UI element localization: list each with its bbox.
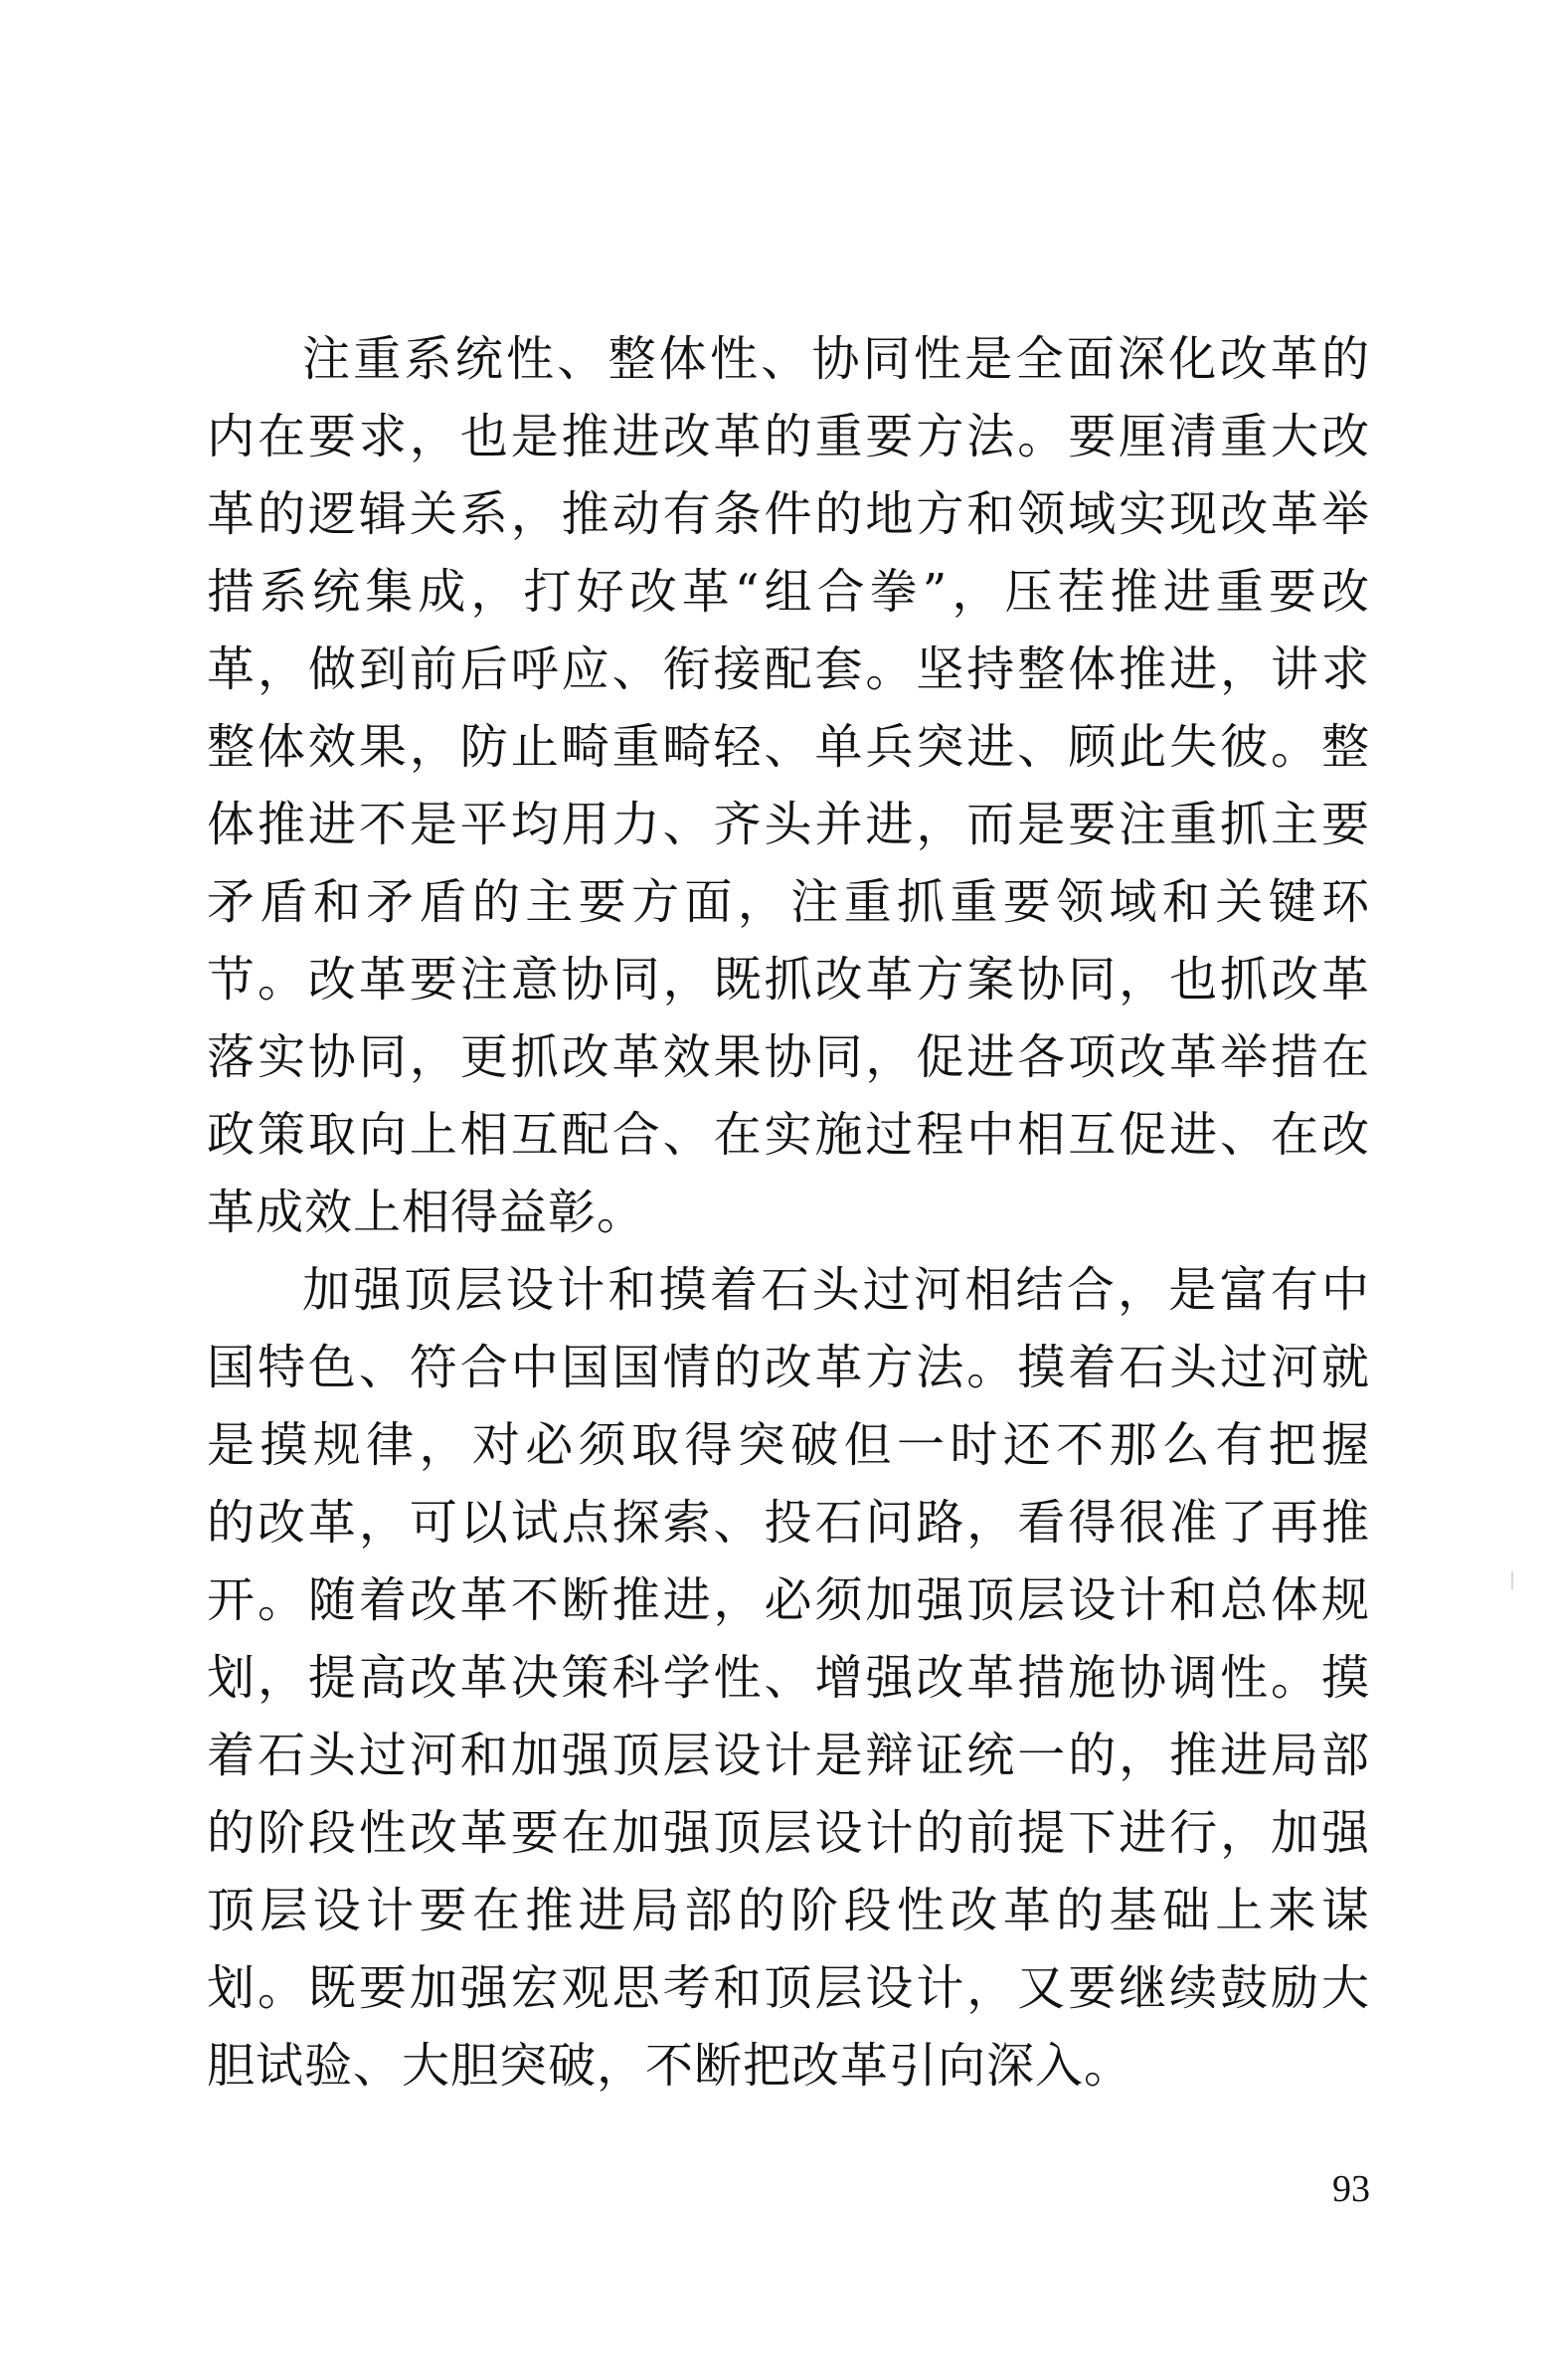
text-line-8: 矛盾和矛盾的主要方面，注重抓重要领域和关键环 <box>207 874 1370 930</box>
text-line-4: 措系统集成，打好改革“组合拳”，压茬推进重要改 <box>207 564 1370 620</box>
text-line-3: 革的逻辑关系，推动有条件的地方和领域实现改革举 <box>207 486 1370 542</box>
text-line-2: 内在要求，也是推进改革的重要方法。要厘清重大改 <box>207 409 1370 464</box>
body-text <box>207 320 1370 2105</box>
text-line-10: 落实协同，更抓改革效果协同，促进各项改革举措在 <box>207 1029 1370 1085</box>
text-line-20: 的阶段性改革要在加强顶层设计的前提下进行，加强 <box>207 1805 1370 1861</box>
text-line-6: 整体效果，防止畸重畸轻、单兵突进、顾此失彼。整 <box>207 719 1370 775</box>
page-edge-mark <box>1511 1571 1513 1589</box>
text-line-23: 胆试验、大胆突破，不断把改革引向深入。 <box>207 2038 1133 2094</box>
text-line-11: 政策取向上相互配合、在实施过程中相互促进、在改 <box>207 1107 1370 1163</box>
page-number: 93 <box>1332 2168 1370 2210</box>
text-line-19: 着石头过河和加强顶层设计是辩证统一的，推进局部 <box>207 1728 1370 1783</box>
text-line-7: 体推进不是平均用力、齐头并进，而是要注重抓主要 <box>207 797 1370 852</box>
text-line-1: 注重系统性、整体性、协同性是全面深化改革的 <box>302 331 1370 387</box>
text-line-21: 顶层设计要在推进局部的阶段性改革的基础上来谋 <box>207 1883 1370 1938</box>
text-line-12: 革成效上相得益彰。 <box>207 1185 646 1240</box>
text-line-18: 划，提高改革决策科学性、增强改革措施协调性。摸 <box>207 1650 1370 1706</box>
text-line-14: 国特色、符合中国国情的改革方法。摸着石头过河就 <box>207 1340 1370 1395</box>
text-line-5: 革，做到前后呼应、衔接配套。坚持整体推进，讲求 <box>207 641 1370 697</box>
text-line-13: 加强顶层设计和摸着石头过河相结合，是富有中 <box>302 1262 1370 1318</box>
text-line-15: 是摸规律，对必须取得突破但一时还不那么有把握 <box>207 1417 1370 1473</box>
text-line-22: 划。既要加强宏观思考和顶层设计，又要继续鼓励大 <box>207 1960 1370 2016</box>
text-line-16: 的改革，可以试点探索、投石问路，看得很准了再推 <box>207 1495 1370 1551</box>
text-line-17: 开。随着改革不断推进，必须加强顶层设计和总体规 <box>207 1572 1370 1628</box>
text-line-9: 节。改革要注意协同，既抓改革方案协同，也抓改革 <box>207 952 1370 1007</box>
